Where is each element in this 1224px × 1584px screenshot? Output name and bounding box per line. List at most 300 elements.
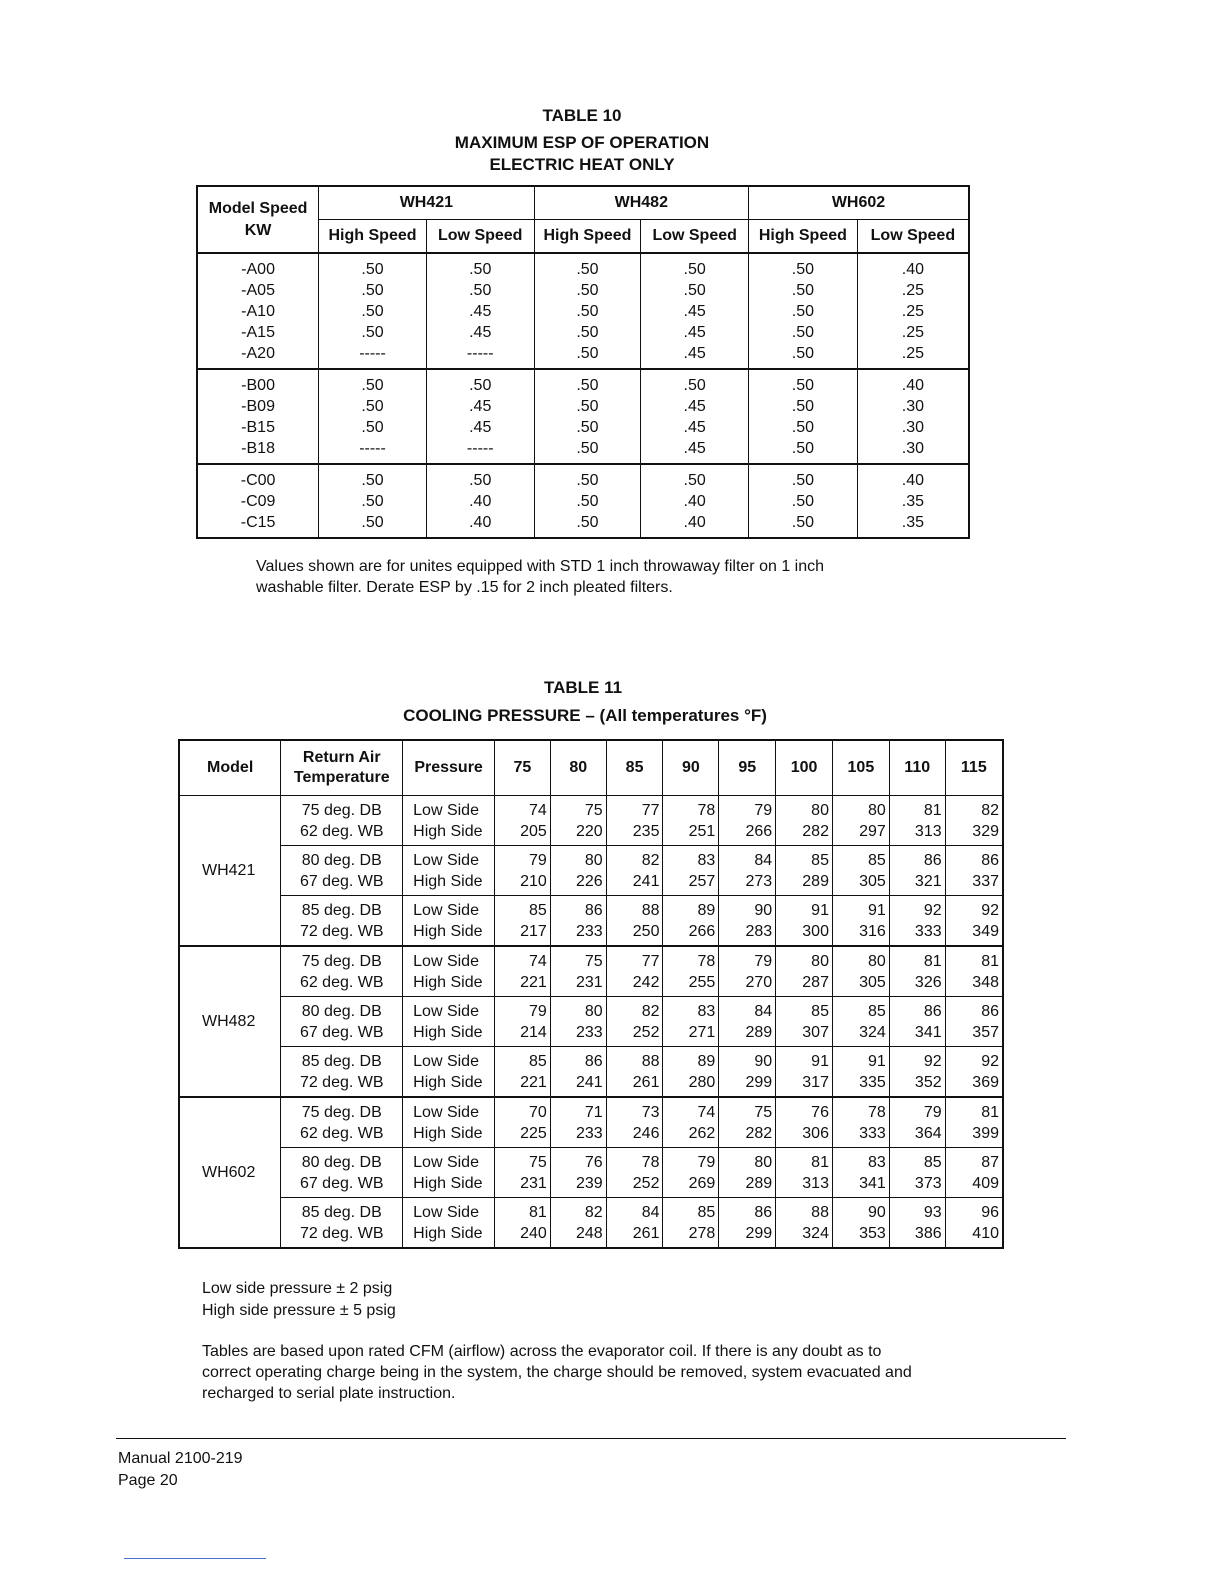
dry-bulb-cell: 75 deg. DB [281, 1097, 403, 1123]
low-side-pressure-cell: 92 [945, 896, 1003, 922]
high-side-pressure-cell: 280 [663, 1072, 719, 1097]
high-side-pressure-cell: 231 [495, 1173, 551, 1198]
high-side-pressure-cell: 220 [550, 821, 606, 846]
low-side-pressure-cell: 75 [495, 1148, 551, 1174]
table-row [179, 1047, 1003, 1073]
low-side-pressure-cell: 86 [719, 1198, 776, 1224]
table-row [179, 1072, 1003, 1097]
low-side-pressure-cell: 80 [832, 796, 889, 822]
table11-temp-header: 115 [945, 740, 1003, 796]
esp-value-cell: .50 [426, 253, 534, 280]
high-side-pressure-cell: 324 [776, 1223, 833, 1248]
low-side-pressure-cell: 86 [945, 997, 1003, 1023]
low-side-pressure-cell: 78 [832, 1097, 889, 1123]
low-side-pressure-cell: 75 [550, 946, 606, 972]
low-side-pressure-cell: 78 [606, 1148, 663, 1174]
low-side-pressure-cell: 82 [606, 846, 663, 872]
low-side-pressure-cell: 79 [719, 796, 776, 822]
high-side-label: High Side [403, 921, 495, 946]
low-side-pressure-cell: 76 [776, 1097, 833, 1123]
low-side-pressure-cell: 84 [719, 846, 776, 872]
high-side-pressure-cell: 205 [495, 821, 551, 846]
high-side-pressure-cell: 221 [495, 1072, 551, 1097]
high-side-pressure-cell: 261 [606, 1072, 663, 1097]
high-side-pressure-cell: 241 [606, 871, 663, 896]
high-side-pressure-cell: 210 [495, 871, 551, 896]
low-side-pressure-cell: 75 [719, 1097, 776, 1123]
esp-value-cell: .50 [534, 301, 641, 322]
high-side-pressure-cell: 289 [719, 1173, 776, 1198]
low-side-pressure-cell: 83 [832, 1148, 889, 1174]
high-side-pressure-cell: 289 [719, 1022, 776, 1047]
high-side-pressure-cell: 386 [889, 1223, 945, 1248]
esp-value-cell: .50 [749, 301, 858, 322]
high-side-pressure-cell: 242 [606, 972, 663, 997]
low-side-pressure-cell: 81 [889, 946, 945, 972]
esp-value-cell: .50 [534, 464, 641, 491]
esp-value-cell: .50 [641, 369, 749, 396]
high-side-pressure-cell: 266 [719, 821, 776, 846]
table10-title: TABLE 10 [542, 106, 622, 125]
kw-cell: -C00 [197, 464, 319, 491]
esp-value-cell: .50 [749, 322, 858, 343]
dry-bulb-cell: 80 deg. DB [281, 1148, 403, 1174]
high-side-label: High Side [403, 1072, 495, 1097]
low-side-pressure-cell: 91 [776, 1047, 833, 1073]
low-side-label: Low Side [403, 997, 495, 1023]
table11-temp-header: 100 [776, 740, 833, 796]
table10-speed-header: High Speed [534, 220, 641, 254]
low-side-pressure-cell: 86 [550, 896, 606, 922]
wet-bulb-cell: 62 deg. WB [281, 972, 403, 997]
table11-temp-header: 80 [550, 740, 606, 796]
high-side-pressure-cell: 241 [550, 1072, 606, 1097]
table-row [179, 846, 1003, 872]
high-side-pressure-cell: 226 [550, 871, 606, 896]
table-row [197, 491, 969, 512]
esp-value-cell: .50 [534, 369, 641, 396]
esp-value-cell: .50 [319, 369, 427, 396]
esp-value-cell: .50 [319, 322, 427, 343]
kw-cell: -A20 [197, 343, 319, 369]
table10-speed-header: High Speed [749, 220, 858, 254]
low-side-pressure-cell: 89 [663, 896, 719, 922]
low-side-pressure-cell: 70 [495, 1097, 551, 1123]
high-side-pressure-cell: 250 [606, 921, 663, 946]
esp-value-cell: .50 [426, 369, 534, 396]
table10-model-header: WH421 [319, 186, 534, 220]
esp-value-cell: .50 [749, 343, 858, 369]
esp-value-cell: ----- [319, 343, 427, 369]
esp-value-cell: .35 [857, 491, 969, 512]
table11-temp-header: 105 [832, 740, 889, 796]
esp-value-cell: .30 [857, 417, 969, 438]
kw-cell: -C09 [197, 491, 319, 512]
esp-value-cell: .50 [749, 438, 858, 464]
high-side-pressure-cell: 270 [719, 972, 776, 997]
esp-value-cell: .50 [319, 396, 427, 417]
dry-bulb-cell: 80 deg. DB [281, 997, 403, 1023]
esp-value-cell: .50 [641, 464, 749, 491]
low-side-pressure-cell: 71 [550, 1097, 606, 1123]
high-side-label: High Side [403, 1022, 495, 1047]
low-side-pressure-cell: 73 [606, 1097, 663, 1123]
low-side-pressure-cell: 84 [606, 1198, 663, 1224]
table-row [179, 1223, 1003, 1248]
low-side-pressure-cell: 80 [550, 846, 606, 872]
esp-value-cell: .50 [534, 491, 641, 512]
table11-return-air-header [281, 740, 403, 796]
kw-cell: -A15 [197, 322, 319, 343]
low-side-pressure-cell: 85 [495, 1047, 551, 1073]
table-row [179, 896, 1003, 922]
low-side-pressure-cell: 91 [832, 896, 889, 922]
table10-esp [196, 185, 970, 539]
esp-value-cell: .50 [534, 438, 641, 464]
high-side-pressure-cell: 282 [776, 821, 833, 846]
esp-value-cell: .50 [426, 280, 534, 301]
esp-value-cell: .25 [857, 343, 969, 369]
table11-return-air-line1: Return Air [302, 749, 381, 766]
high-side-pressure-cell: 255 [663, 972, 719, 997]
table-row [179, 1148, 1003, 1174]
model-name-cell: WH482 [179, 946, 281, 1097]
low-side-pressure-cell: 88 [606, 1047, 663, 1073]
high-side-pressure-cell: 239 [550, 1173, 606, 1198]
high-side-pressure-cell: 269 [663, 1173, 719, 1198]
low-side-pressure-cell: 76 [550, 1148, 606, 1174]
esp-value-cell: .50 [749, 491, 858, 512]
wet-bulb-cell: 72 deg. WB [281, 1072, 403, 1097]
low-side-pressure-cell: 91 [776, 896, 833, 922]
low-side-pressure-cell: 80 [776, 946, 833, 972]
high-side-pressure-cell: 221 [495, 972, 551, 997]
table10-speed-header: Low Speed [641, 220, 749, 254]
esp-value-cell: .40 [857, 464, 969, 491]
low-side-label: Low Side [403, 1148, 495, 1174]
high-side-pressure-cell: 305 [832, 972, 889, 997]
scan-artifact-line [124, 1558, 266, 1559]
low-side-pressure-cell: 88 [776, 1198, 833, 1224]
table10-note-line1: Values shown are for unites equipped with STD 1 inch throwaway filter on 1 inch [256, 558, 825, 575]
table10-speed-header: Low Speed [426, 220, 534, 254]
footer-manual-number: Manual 2100-219 [118, 1450, 243, 1467]
table11-title: TABLE 11 [543, 678, 623, 697]
table10-subtitle [0, 132, 1164, 176]
esp-value-cell: .40 [857, 369, 969, 396]
table11-model-header: Model [179, 740, 281, 796]
low-side-pressure-cell: 85 [889, 1148, 945, 1174]
high-side-pressure-cell: 217 [495, 921, 551, 946]
high-side-pressure-cell: 307 [776, 1022, 833, 1047]
low-side-pressure-cell: 90 [719, 1047, 776, 1073]
table11-temp-header: 75 [495, 740, 551, 796]
esp-value-cell: .25 [857, 301, 969, 322]
esp-value-cell: .50 [749, 464, 858, 491]
high-side-pressure-cell: 271 [663, 1022, 719, 1047]
table10-subtitle-line1: MAXIMUM ESP OF OPERATION [454, 133, 710, 152]
low-side-pressure-cell: 86 [889, 846, 945, 872]
high-side-pressure-cell: 262 [663, 1123, 719, 1148]
low-side-pressure-cell: 74 [495, 796, 551, 822]
esp-value-cell: .50 [641, 280, 749, 301]
esp-value-cell: .50 [749, 512, 858, 538]
wet-bulb-cell: 67 deg. WB [281, 1173, 403, 1198]
low-side-pressure-cell: 91 [832, 1047, 889, 1073]
wet-bulb-cell: 72 deg. WB [281, 921, 403, 946]
esp-value-cell: .50 [749, 280, 858, 301]
low-side-pressure-cell: 90 [832, 1198, 889, 1224]
high-side-pressure-cell: 252 [606, 1022, 663, 1047]
low-side-pressure-cell: 82 [606, 997, 663, 1023]
low-side-pressure-cell: 74 [495, 946, 551, 972]
low-side-pressure-cell: 82 [945, 796, 1003, 822]
high-side-pressure-cell: 349 [945, 921, 1003, 946]
esp-value-cell: .50 [319, 301, 427, 322]
table10-speed-header: Low Speed [857, 220, 969, 254]
esp-value-cell: .40 [426, 512, 534, 538]
high-side-pressure-cell: 261 [606, 1223, 663, 1248]
high-side-pressure-cell: 313 [889, 821, 945, 846]
esp-value-cell: .40 [641, 512, 749, 538]
table10-model-header: WH482 [534, 186, 748, 220]
high-side-pressure-cell: 233 [550, 921, 606, 946]
table-row [179, 821, 1003, 846]
high-side-pressure-cell: 357 [945, 1022, 1003, 1047]
footer-page-number: Page 20 [118, 1472, 178, 1489]
table11-temp-header: 90 [663, 740, 719, 796]
table11-temp-header: 95 [719, 740, 776, 796]
wet-bulb-cell: 62 deg. WB [281, 1123, 403, 1148]
high-side-pressure-cell: 297 [832, 821, 889, 846]
low-side-pressure-cell: 80 [719, 1148, 776, 1174]
low-side-pressure-cell: 93 [889, 1198, 945, 1224]
table10-group [197, 253, 969, 369]
low-side-label: Low Side [403, 1047, 495, 1073]
table-row [197, 369, 969, 396]
kw-cell: -A10 [197, 301, 319, 322]
low-side-pressure-cell: 80 [550, 997, 606, 1023]
footer-divider [116, 1438, 1066, 1439]
table-row [179, 871, 1003, 896]
wet-bulb-cell: 62 deg. WB [281, 821, 403, 846]
wet-bulb-cell: 67 deg. WB [281, 871, 403, 896]
high-side-pressure-cell: 333 [889, 921, 945, 946]
table10-note-line2: washable filter. Derate ESP by .15 for 2 inch pleated filters. [256, 579, 673, 596]
esp-value-cell: ----- [319, 438, 427, 464]
dry-bulb-cell: 75 deg. DB [281, 946, 403, 972]
esp-value-cell: .50 [319, 417, 427, 438]
low-side-pressure-cell: 85 [663, 1198, 719, 1224]
table11-pressure-header: Pressure [403, 740, 495, 796]
table-row [197, 396, 969, 417]
table-row [179, 972, 1003, 997]
dry-bulb-cell: 75 deg. DB [281, 796, 403, 822]
high-side-pressure-cell: 352 [889, 1072, 945, 1097]
high-side-pressure-cell: 329 [945, 821, 1003, 846]
esp-value-cell: .45 [641, 301, 749, 322]
kw-cell: -B00 [197, 369, 319, 396]
high-side-pressure-cell: 373 [889, 1173, 945, 1198]
esp-value-cell: .50 [534, 253, 641, 280]
table10-subtitle-line2: ELECTRIC HEAT ONLY [489, 155, 675, 174]
high-side-label: High Side [403, 1223, 495, 1248]
low-side-pressure-cell: 78 [663, 946, 719, 972]
tables-note-line3: recharged to serial plate instruction. [202, 1385, 456, 1402]
high-side-pressure-cell: 324 [832, 1022, 889, 1047]
high-side-pressure-cell: 364 [889, 1123, 945, 1148]
low-side-pressure-cell: 77 [606, 796, 663, 822]
low-side-pressure-cell: 81 [945, 946, 1003, 972]
low-side-pressure-cell: 79 [495, 997, 551, 1023]
esp-value-cell: .45 [426, 301, 534, 322]
table-row [179, 1123, 1003, 1148]
low-side-pressure-cell: 78 [663, 796, 719, 822]
dry-bulb-cell: 85 deg. DB [281, 1198, 403, 1224]
table-row [197, 343, 969, 369]
high-side-pressure-cell: 233 [550, 1022, 606, 1047]
kw-cell: -C15 [197, 512, 319, 538]
esp-value-cell: ----- [426, 343, 534, 369]
tables-note-line2: correct operating charge being in the system, the charge should be removed, system evacuated and [202, 1364, 912, 1381]
esp-value-cell: .50 [319, 491, 427, 512]
model-name-cell: WH421 [179, 796, 281, 947]
esp-value-cell: .45 [426, 396, 534, 417]
high-side-pressure-cell: 300 [776, 921, 833, 946]
low-side-pressure-cell: 86 [550, 1047, 606, 1073]
esp-value-cell: .30 [857, 438, 969, 464]
high-side-pressure-cell: 251 [663, 821, 719, 846]
esp-value-cell: .50 [319, 512, 427, 538]
high-side-pressure-cell: 246 [606, 1123, 663, 1148]
esp-value-cell: .30 [857, 396, 969, 417]
high-side-pressure-cell: 283 [719, 921, 776, 946]
high-side-pressure-cell: 299 [719, 1223, 776, 1248]
low-side-label: Low Side [403, 946, 495, 972]
low-side-pressure-cell: 83 [663, 846, 719, 872]
esp-value-cell: .50 [534, 343, 641, 369]
high-side-label: High Side [403, 821, 495, 846]
high-side-pressure-cell: 369 [945, 1072, 1003, 1097]
esp-value-cell: .50 [534, 280, 641, 301]
kw-cell: -A05 [197, 280, 319, 301]
wet-bulb-cell: 72 deg. WB [281, 1223, 403, 1248]
table-row [179, 1097, 1003, 1123]
low-side-pressure-cell: 81 [776, 1148, 833, 1174]
table11-subtitle: COOLING PRESSURE – (All temperatures °F) [403, 706, 767, 725]
table-row [179, 1022, 1003, 1047]
esp-value-cell: .50 [534, 417, 641, 438]
table10-corner-line1: Model Speed [208, 199, 308, 217]
table11-temp-header: 110 [889, 740, 945, 796]
high-side-pressure-cell: 313 [776, 1173, 833, 1198]
low-side-pressure-cell: 74 [663, 1097, 719, 1123]
table-row [197, 322, 969, 343]
high-side-label: High Side [403, 972, 495, 997]
table-row [197, 438, 969, 464]
table-row [197, 417, 969, 438]
table-row [197, 464, 969, 491]
esp-value-cell: .25 [857, 322, 969, 343]
esp-value-cell: .45 [641, 417, 749, 438]
high-side-pressure-cell: 266 [663, 921, 719, 946]
high-side-pressure-cell: 305 [832, 871, 889, 896]
table11-return-air-line2: Temperature [293, 769, 390, 786]
high-side-pressure-cell: 306 [776, 1123, 833, 1148]
high-side-pressure-cell: 316 [832, 921, 889, 946]
esp-value-cell: .45 [641, 396, 749, 417]
high-side-pressure-cell: 235 [606, 821, 663, 846]
esp-value-cell: .35 [857, 512, 969, 538]
low-side-pressure-cell: 92 [889, 896, 945, 922]
high-side-pressure-cell: 273 [719, 871, 776, 896]
table10-corner-header [197, 186, 319, 253]
esp-value-cell: .45 [641, 438, 749, 464]
esp-value-cell: .50 [749, 417, 858, 438]
low-side-label: Low Side [403, 796, 495, 822]
table10-corner-line2: KW [244, 221, 272, 239]
high-side-pressure-cell: 337 [945, 871, 1003, 896]
low-side-pressure-cell: 82 [550, 1198, 606, 1224]
model-name-cell: WH602 [179, 1097, 281, 1248]
table-row [179, 946, 1003, 972]
low-side-pressure-cell: 79 [719, 946, 776, 972]
low-side-label: Low Side [403, 896, 495, 922]
high-side-pressure-cell: 282 [719, 1123, 776, 1148]
high-side-pressure-cell: 252 [606, 1173, 663, 1198]
low-side-pressure-cell: 79 [663, 1148, 719, 1174]
high-side-pressure-cell: 299 [719, 1072, 776, 1097]
table10-group [197, 464, 969, 538]
low-side-pressure-cell: 92 [945, 1047, 1003, 1073]
esp-value-cell: .40 [857, 253, 969, 280]
esp-value-cell: .50 [749, 369, 858, 396]
low-side-pressure-cell: 85 [776, 997, 833, 1023]
high-side-label: High Side [403, 871, 495, 896]
low-side-label: Low Side [403, 1198, 495, 1224]
high-side-pressure-cell: 257 [663, 871, 719, 896]
esp-value-cell: .45 [426, 322, 534, 343]
high-side-pressure-cell: 333 [832, 1123, 889, 1148]
table10-model-header: WH602 [749, 186, 969, 220]
low-side-note: Low side pressure ± 2 psig [202, 1280, 393, 1297]
kw-cell: -B09 [197, 396, 319, 417]
low-side-pressure-cell: 86 [889, 997, 945, 1023]
low-side-pressure-cell: 92 [889, 1047, 945, 1073]
high-side-pressure-cell: 233 [550, 1123, 606, 1148]
esp-value-cell: .50 [426, 464, 534, 491]
high-side-pressure-cell: 287 [776, 972, 833, 997]
high-side-pressure-cell: 317 [776, 1072, 833, 1097]
esp-value-cell: .50 [319, 280, 427, 301]
esp-value-cell: .50 [534, 396, 641, 417]
low-side-pressure-cell: 83 [663, 997, 719, 1023]
esp-value-cell: .50 [641, 253, 749, 280]
esp-value-cell: .45 [641, 322, 749, 343]
esp-value-cell: .40 [641, 491, 749, 512]
low-side-pressure-cell: 80 [776, 796, 833, 822]
low-side-label: Low Side [403, 1097, 495, 1123]
esp-value-cell: .50 [319, 253, 427, 280]
tables-note-line1: Tables are based upon rated CFM (airflow) across the evaporator coil. If there is any doubt as to [202, 1343, 882, 1360]
table10-speed-header: High Speed [319, 220, 427, 254]
low-side-pressure-cell: 79 [889, 1097, 945, 1123]
table-row [179, 997, 1003, 1023]
table-row [179, 1198, 1003, 1224]
low-side-pressure-cell: 90 [719, 896, 776, 922]
high-side-pressure-cell: 231 [550, 972, 606, 997]
low-side-pressure-cell: 77 [606, 946, 663, 972]
